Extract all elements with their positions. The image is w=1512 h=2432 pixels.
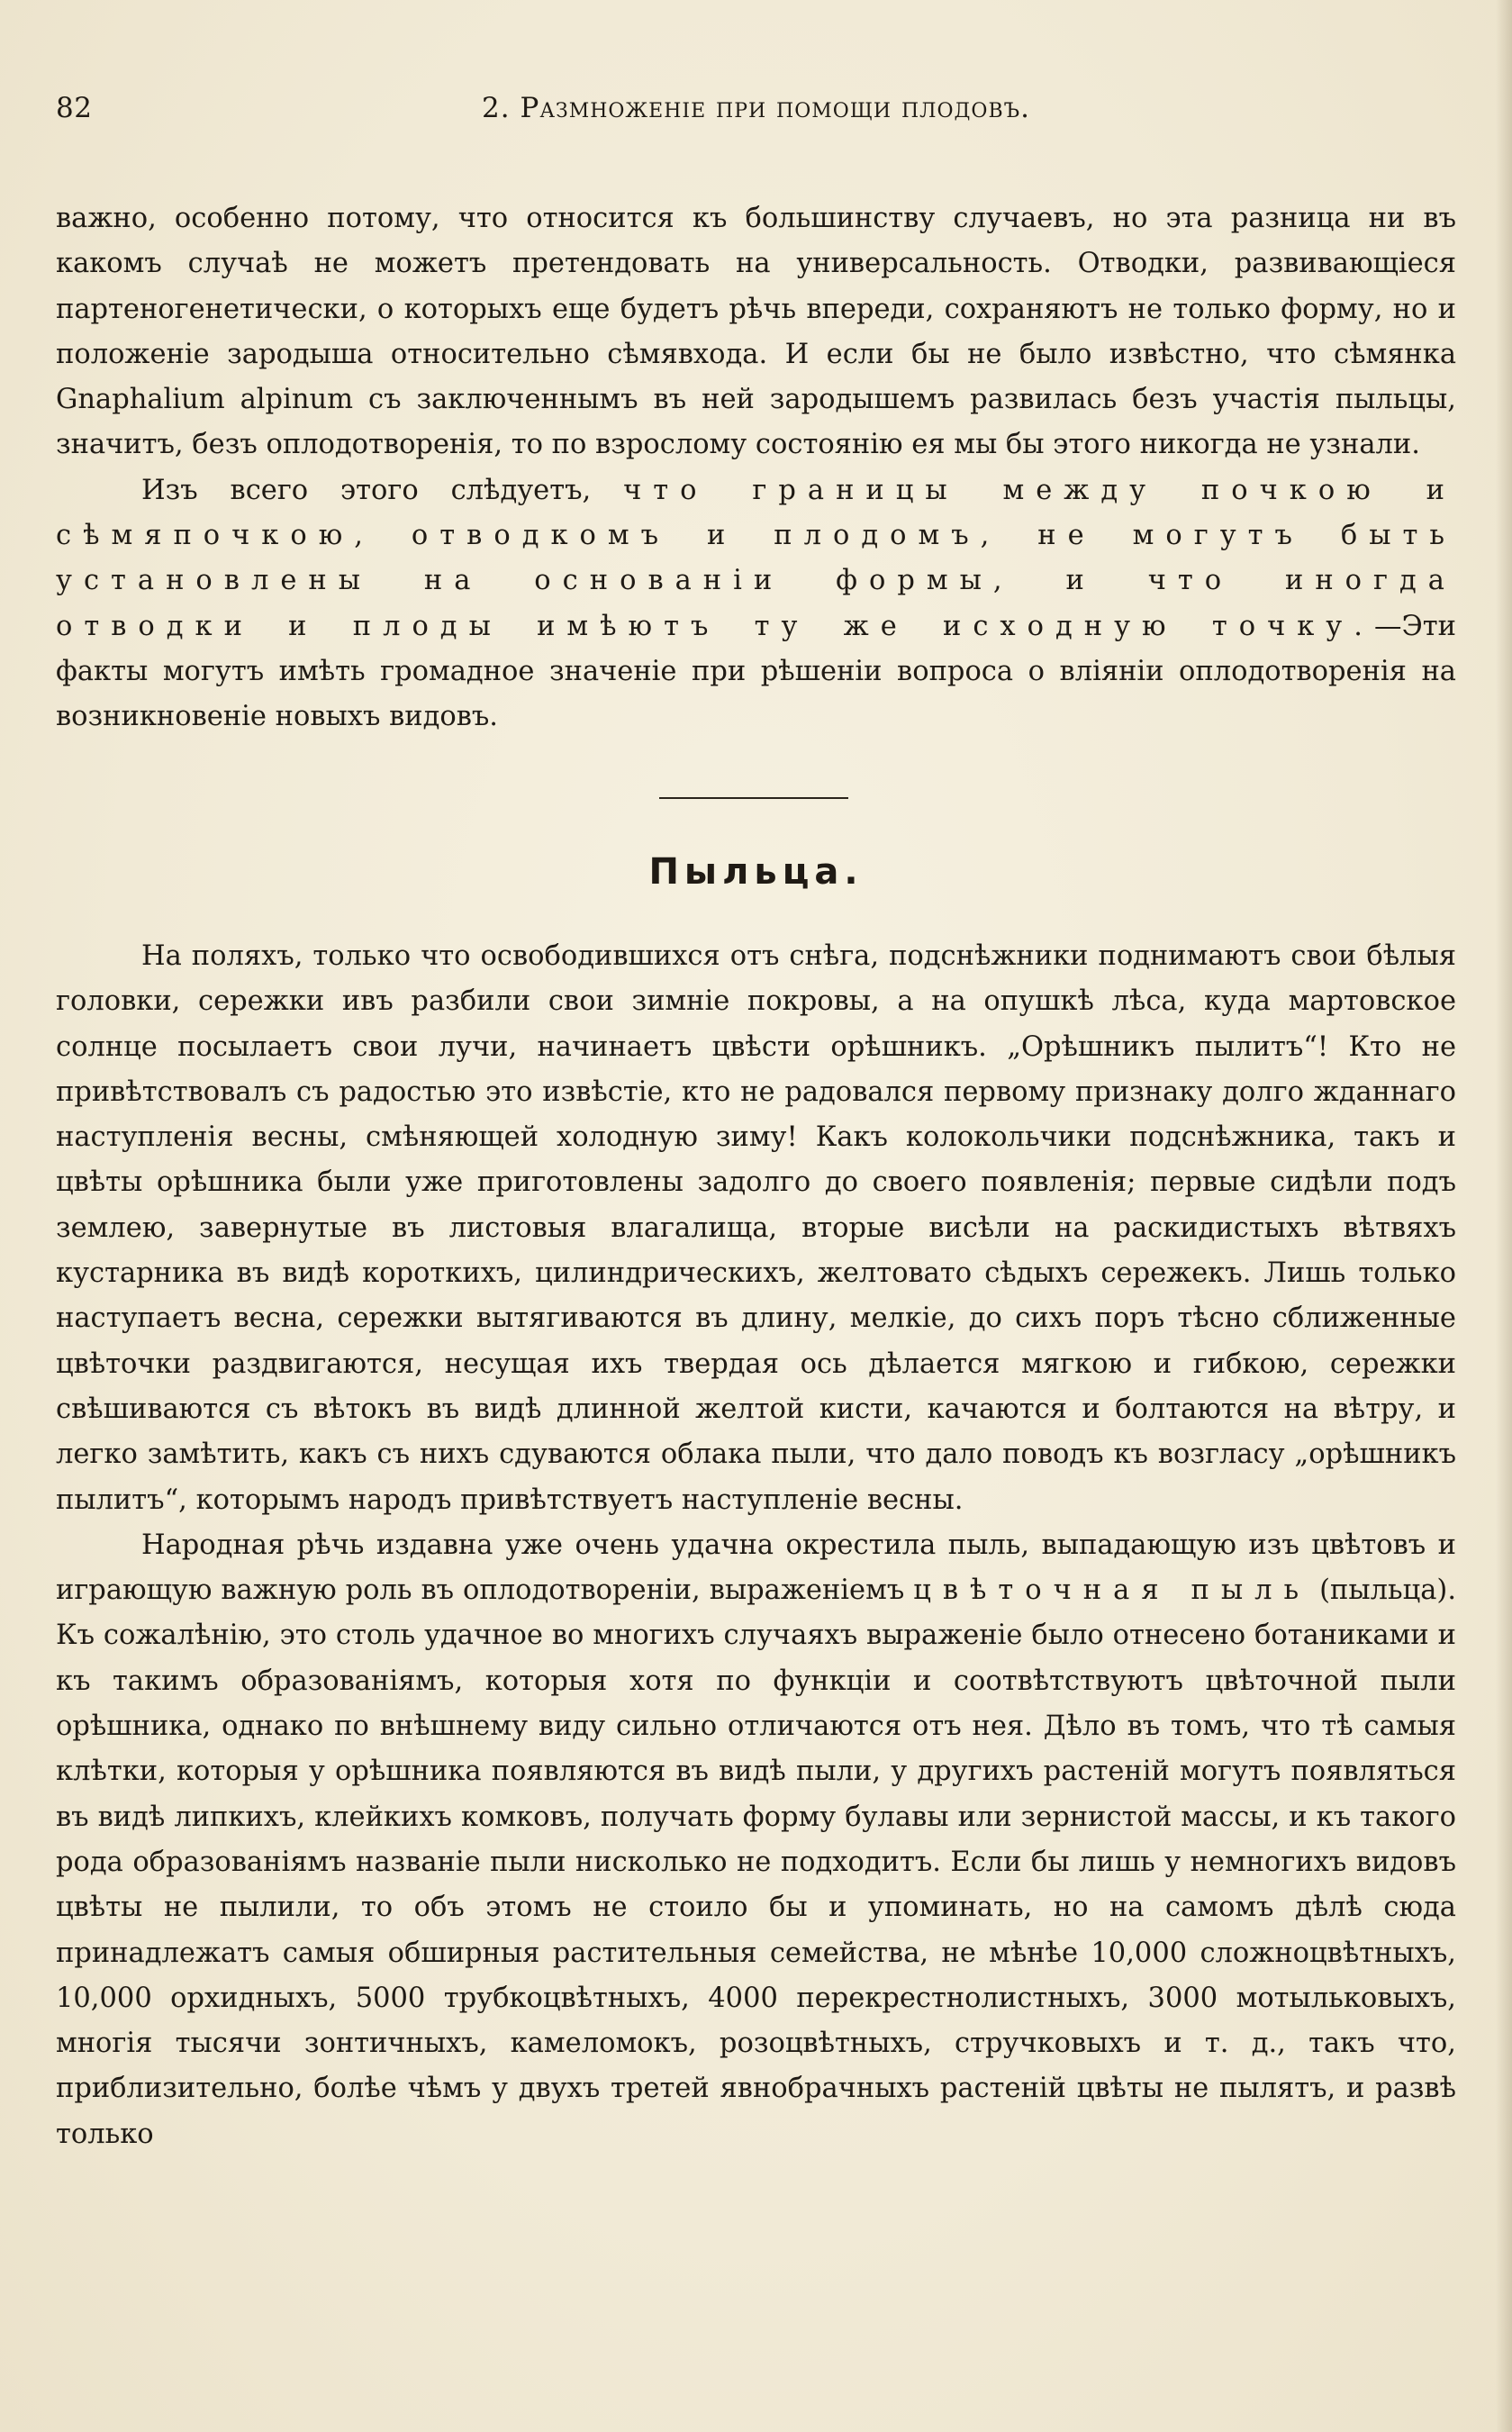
pollen-term-tail: (пыльца). Къ сожалѣнію, это столь удачное во многихъ случаяхъ выраженіе было отнесено ботаниками и къ такимъ образованіямъ, которыя хотя по функціи и соотвѣтствуютъ цвѣточной пыли орѣшника, однако по внѣшнему виду сильно отличаются отъ нея. Дѣло въ томъ, что тѣ самыя клѣтки, которыя у орѣшника появляются въ видѣ пыли, у другихъ растеній могутъ появляться въ видѣ липкихъ, клейкихъ комковъ, получать форму булавы или зернистой массы, и къ такого рода образованіямъ названіе пыли нисколько не подходитъ. Если бы лишь у немногихъ видовъ цвѣты не пылили, то объ этомъ не стоило бы и упоминать, но на самомъ дѣлѣ сюда принадлежатъ самыя обширныя растительныя семейства, не мѣнѣе 10,000 сложноцвѣтныхъ, 10,000 орхидныхъ, 5000 трубкоцвѣтныхъ, 4000 перекрестнолистныхъ, 3000 мотыльковыхъ, многія тысячи зонтичныхъ, камеломокъ, розоцвѣтныхъ, стручковыхъ и т. д., такъ что, приблизительно, болѣе чѣмъ у двухъ третей явнобрачныхъ растеній цвѣты не пылятъ, и развѣ только bbox=[56, 1574, 1457, 2150]
conclusion-emphasis: что границы между почкою и сѣмяпочкою, отводкомъ и плодомъ, не могутъ быть установлены на основаніи формы, и что иногда отводки и плоды имѣютъ ту же исходную точку. bbox=[56, 474, 1456, 642]
paragraph-pollen-term bbox=[56, 1523, 1456, 2157]
section-title: Пыльца. bbox=[648, 851, 864, 893]
page-header bbox=[56, 92, 1456, 128]
conclusion-tail: —Эти факты могутъ имѣть громадное значеніе при рѣшеніи вопроса о вліяніи оплодотворенія на возникновеніе новыхъ видовъ. bbox=[56, 610, 1456, 733]
continued-text-block bbox=[56, 196, 1456, 740]
conclusion-lead: Изъ всего этого слѣдуетъ, bbox=[141, 474, 592, 506]
page-edge-shadow bbox=[1496, 0, 1512, 2432]
paragraph-hazel: На поляхъ, только что освободившихся отъ снѣга, подснѣжники поднимаютъ свои бѣлыя головки, сережки ивъ разбили свои зимніе покровы, а на опушкѣ лѣса, куда мартовское солнце посылаетъ свои лучи, начинаетъ цвѣсти орѣшникъ. „Орѣшникъ пылитъ“! Кто не привѣтствовалъ съ радостью это извѣстіе, кто не радовался первому признаку долго жданнаго наступленія весны, смѣняющей холодную зиму! Какъ колокольчики подснѣжника, такъ и цвѣты орѣшника были уже приготовлены задолго до своего появленія; первые сидѣли подъ землею, завернутые въ листовыя влагалища, вторые висѣли на раскидистыхъ вѣтвяхъ кустарника въ видѣ короткихъ, цилиндрическихъ, желтовато сѣдыхъ сережекъ. Лишь только наступаетъ весна, сережки вытягиваются въ длину, мелкіе, до сихъ поръ тѣсно сближенные цвѣточки раздвигаются, несущая ихъ твердая ось дѣлается мягкою и гибкою, сережки свѣшиваются съ вѣтокъ въ видѣ длинной желтой кисти, качаются и болтаются на вѣтру, и легко замѣтить, какъ съ нихъ сдуваются облака пыли, что дало поводъ къ возгласу „орѣшникъ пылитъ“, которымъ народъ привѣтствуетъ наступленіе весны. bbox=[56, 940, 1456, 1516]
section-divider bbox=[659, 797, 848, 799]
pollen-term-lead: Народная рѣчь издавна уже очень удачна окрестила пыль, выпадающую изъ цвѣтовъ и играющую важную роль въ оплодотвореніи, выраженіемъ bbox=[56, 1529, 1456, 1607]
page-number: 82 bbox=[56, 92, 93, 124]
section-text-block bbox=[56, 934, 1456, 2157]
paragraph-conclusion bbox=[56, 468, 1456, 740]
running-head: 2. Размноженіе при помощи плодовъ. bbox=[482, 92, 1030, 124]
pollen-term-emphasis: цвѣточная пыль bbox=[913, 1574, 1311, 1607]
paragraph-continued: важно, особенно потому, что относится къ большинству случаевъ, но эта разница ни въ какомъ случаѣ не можетъ претендовать на универсальность. Отводки, развивающіеся партеногенетически, о которыхъ еще будетъ рѣчь впереди, сохраняютъ не только форму, но и положеніе зародыша относительно сѣмявхода. И если бы не было извѣстно, что сѣмянка Gnaphalium alpinum съ заключеннымъ въ ней зародышемъ развилась безъ участія пыльцы, значитъ, безъ оплодотворенія, то по взрослому состоянію ея мы бы этого никогда не узнали. bbox=[56, 203, 1456, 461]
